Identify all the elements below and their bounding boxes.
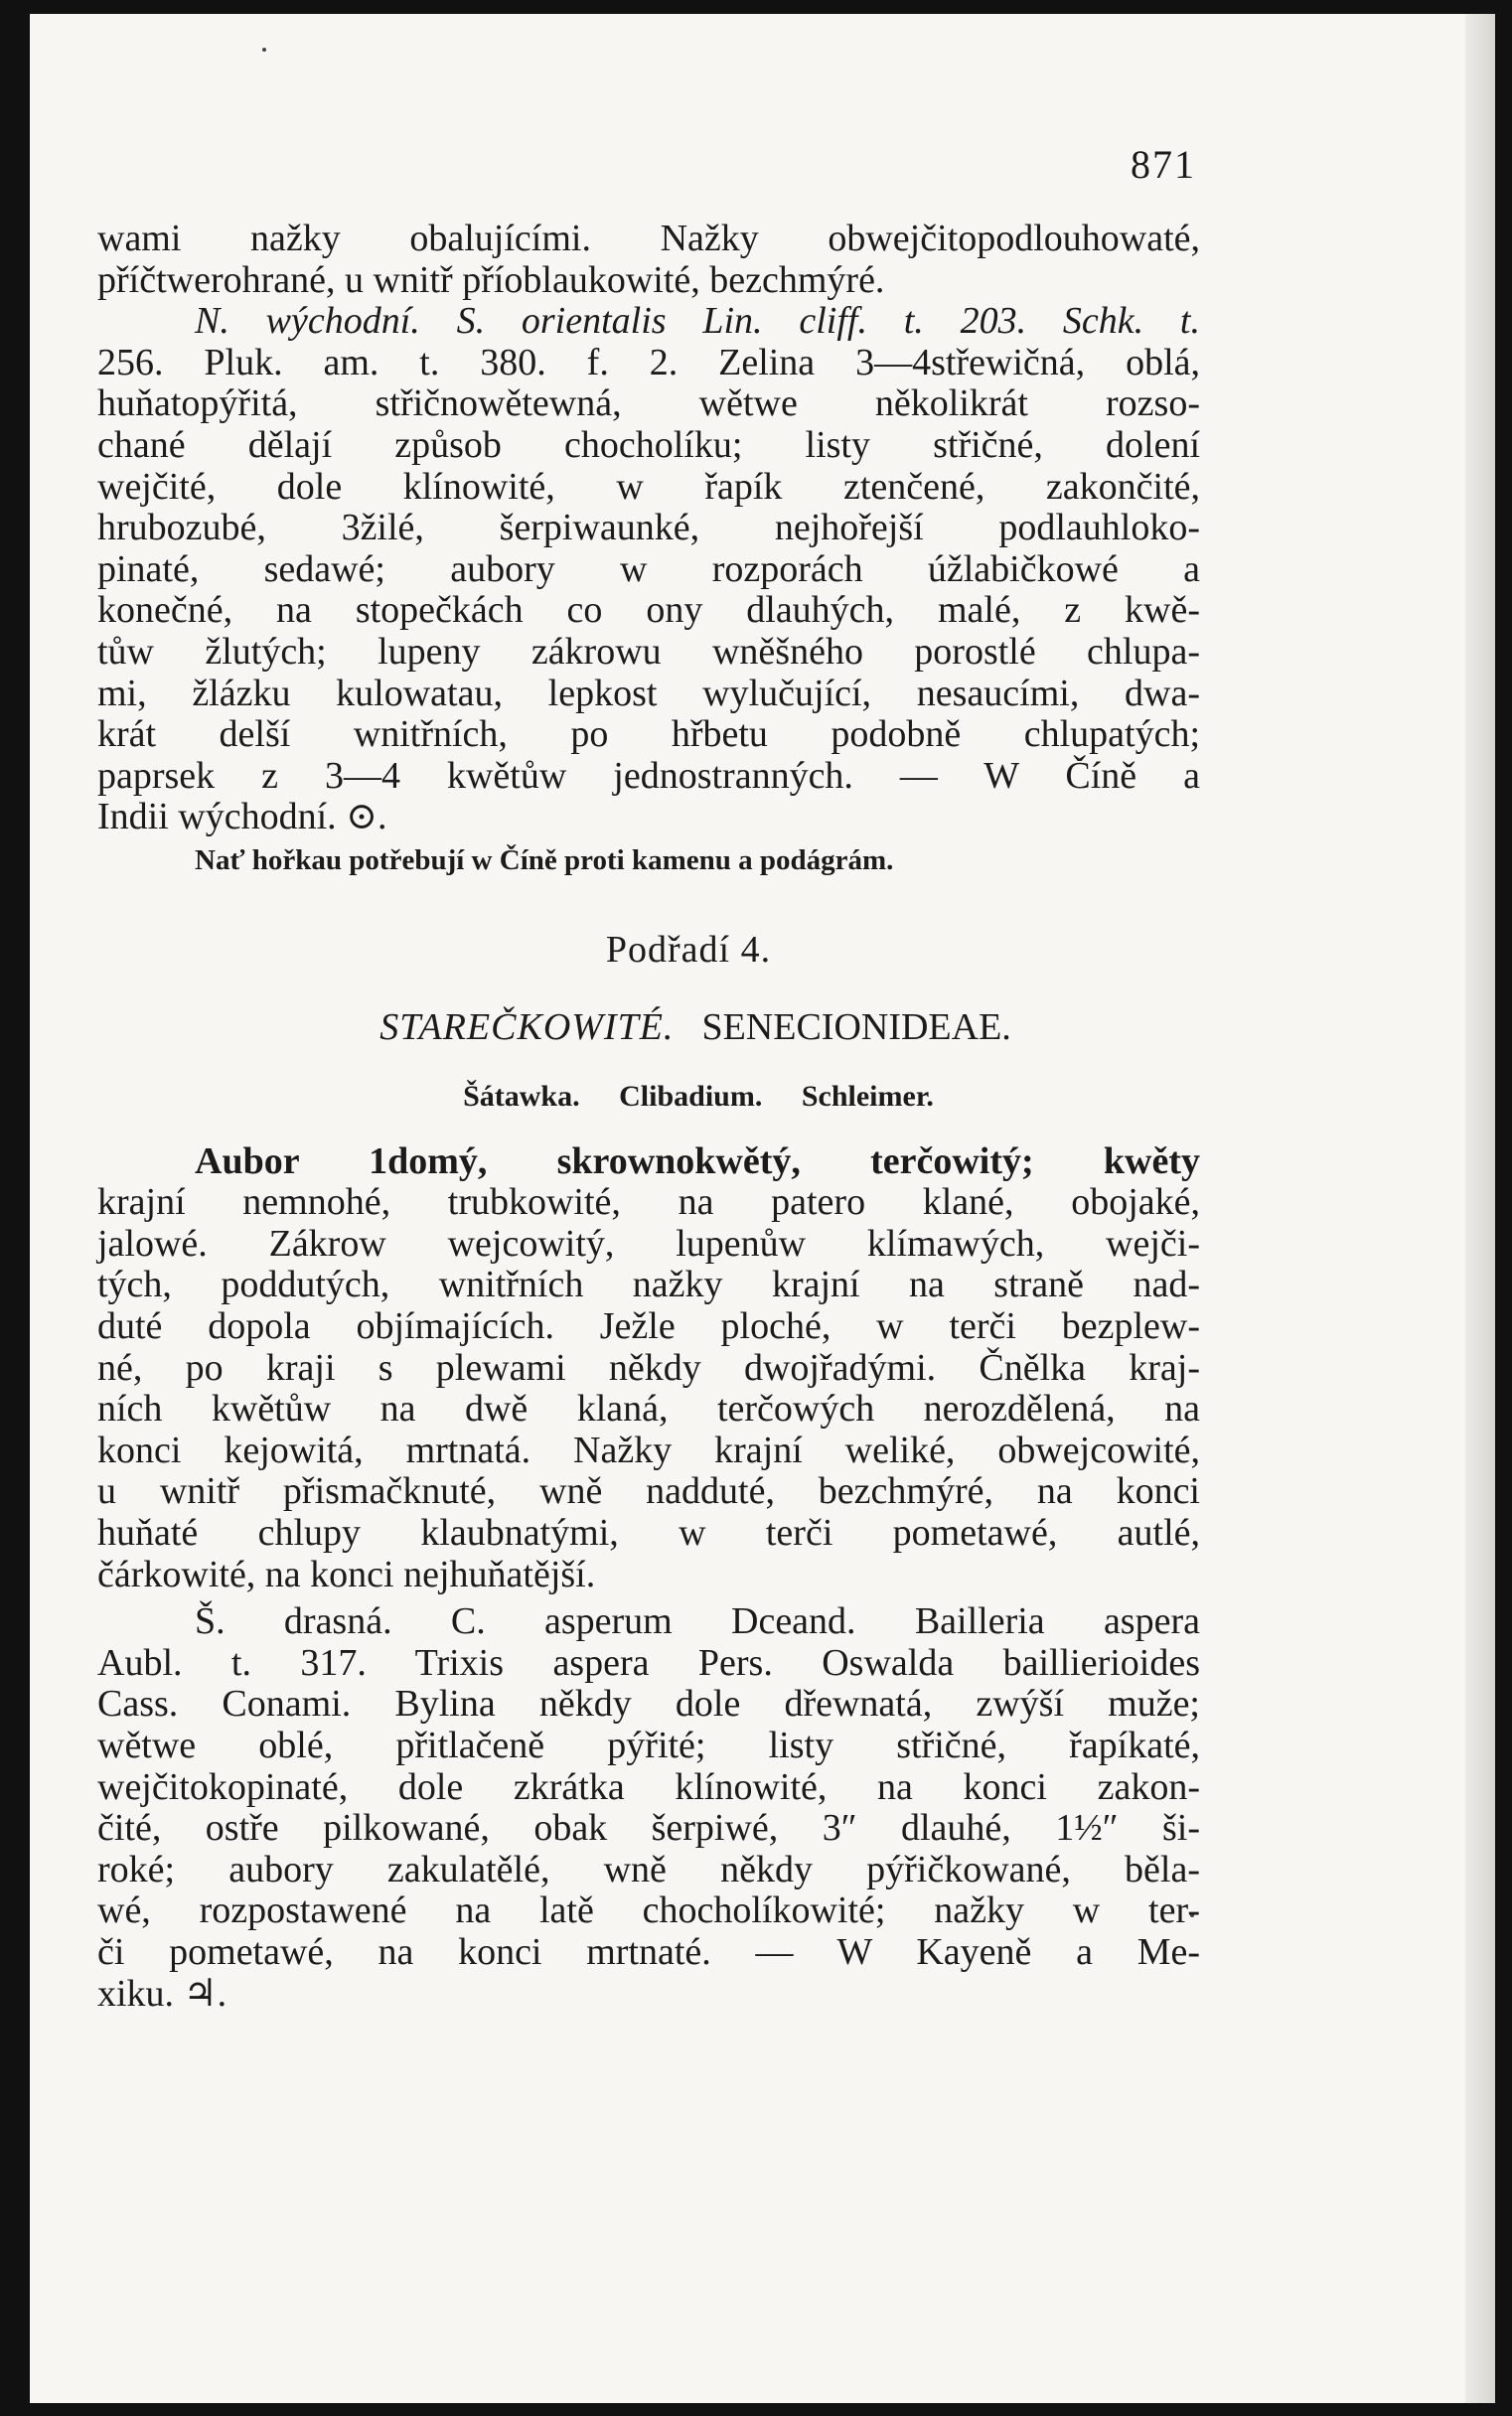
text-line: Aubor 1domý, skrownokwětý, terčowitý; kwěty [195, 1139, 1200, 1182]
genus-latin-name: Clibadium. [619, 1080, 763, 1114]
text-line: Š. drasná. C. asperum Dceand. Bailleria aspera [195, 1600, 1200, 1643]
tribe-czech-name: STAREČKOWITÉ. [379, 1005, 675, 1048]
text-line: né, po kraji s plewami někdy dwojřadými. Čnělka kraj- [97, 1346, 1200, 1389]
text-line: huňaté chlupy klaubnatými, w terči pometawé, autlé, [97, 1512, 1200, 1555]
text-line: konci kejowitá, mrtnatá. Nažky krajní weliké, obwejcowité, [97, 1429, 1200, 1471]
text-line: xiku. ♃. [97, 1972, 227, 2015]
text-line: wami nažky obalujícími. Nažky obwejčitopodlouhowaté, [97, 218, 1200, 259]
text-line: chané dělají způsob chocholíku; listy střičné, dolení [97, 423, 1200, 466]
text-line: krát delší wnitřních, po hřbetu podobně chlupatých; [97, 713, 1200, 756]
text-line: u wnitř přismačknuté, wně nadduté, bezchmýré, na konci [97, 1470, 1200, 1513]
species-nazky-paragraph [97, 301, 1200, 880]
page-edge [1465, 14, 1495, 2403]
text-line: huňatopýřitá, střičnowětewná, wětwe několikrát rozso- [97, 382, 1200, 425]
text-line: příčtwerohrané, u wnitř příoblaukowité, bezchmýré. [97, 258, 885, 301]
book-page [30, 14, 1495, 2403]
text-line: paprsek z 3—4 kwětůw jednostranných. — W Číně a [97, 754, 1200, 797]
text-line: mi, žlázku kulowatau, lepkost wylučující, nesaucími, dwa- [97, 672, 1200, 714]
tribe-heading [97, 1007, 1200, 1049]
tribe-latin-name: SENECIONIDEAE. [701, 1005, 1011, 1048]
species-drasna-paragraph [97, 1601, 1200, 2015]
page-number: 871 [1131, 142, 1196, 187]
text-line: wejčité, dole klínowité, w řapík ztenčené, zakončité, [97, 465, 1200, 508]
text-line: 256. Pluk. am. t. 380. f. 2. Zelina 3—4střewičná, oblá, [97, 341, 1200, 383]
text-line: Aubl. t. 317. Trixis aspera Pers. Oswalda baillierioides [97, 1641, 1200, 1684]
text-line: duté dopola objímajících. Ježle ploché, w terči bezplew- [97, 1305, 1200, 1348]
text-line: Cass. Conami. Bylina někdy dole dřewnatá, zwýší muže; [97, 1683, 1200, 1726]
usage-note: Nať hořkau potřebují w Číně proti kamenu a podágrám. [195, 843, 894, 876]
text-line: wejčitokopinaté, dole zkrátka klínowité, na konci zakon- [97, 1765, 1200, 1808]
text-line: pinaté, sedawé; aubory w rozporách úžlabičkowé a [97, 547, 1200, 590]
text-line: tůw žlutých; lupeny zákrowu wněšného porostlé chlupa- [97, 630, 1200, 673]
subdivision-heading: Podřadí 4. [605, 928, 772, 971]
genus-author: Schleimer. [801, 1080, 934, 1114]
ink-speck [262, 48, 266, 52]
text-line: roké; aubory zakulatělé, wně někdy pýřičkowané, běla- [97, 1848, 1200, 1890]
text-line: či pometawé, na konci mrtnaté. — W Kayeně a Me- [97, 1930, 1200, 1973]
text-line: tých, poddutých, wnitřních nažky krajní na straně nad- [97, 1264, 1200, 1306]
text-line: wětwe oblé, přitlačeně pýřité; listy střičné, řapíkaté, [97, 1725, 1200, 1766]
text-line: krajní nemnohé, trubkowité, na patero klané, obojaké, [97, 1181, 1200, 1224]
text-line: čárkowité, na konci nejhuňatější. [97, 1553, 596, 1595]
genus-czech-name: Šátawka. [463, 1080, 580, 1114]
page-text [97, 219, 1200, 2015]
text-line: konečné, na stopečkách co ony dlauhých, malé, z kwě- [97, 589, 1200, 632]
genus-heading [97, 1076, 1200, 1118]
continuation-paragraph [97, 219, 1200, 301]
genus-description [97, 1141, 1200, 1596]
text-line: čité, ostře pilkowané, obak šerpiwé, 3″ dlauhé, 1½″ ši- [97, 1807, 1200, 1850]
text-line: hrubozubé, 3žilé, šerpiwaunké, nejhořejší podlauhloko- [97, 507, 1200, 549]
text-line: N. wýchodní. S. orientalis Lin. cliff. t. 203. Schk. t. [195, 300, 1200, 343]
text-line: ních kwětůw na dwě klaná, terčowých nerozdělená, na [97, 1388, 1200, 1431]
text-line: Indii wýchodní. ⊙. [97, 796, 387, 838]
text-line: jalowé. Zákrow wejcowitý, lupenůw klímawých, wejči- [97, 1222, 1200, 1265]
text-line: wé, rozpostawené na latě chocholíkowité; nažky w ter- [97, 1889, 1200, 1932]
